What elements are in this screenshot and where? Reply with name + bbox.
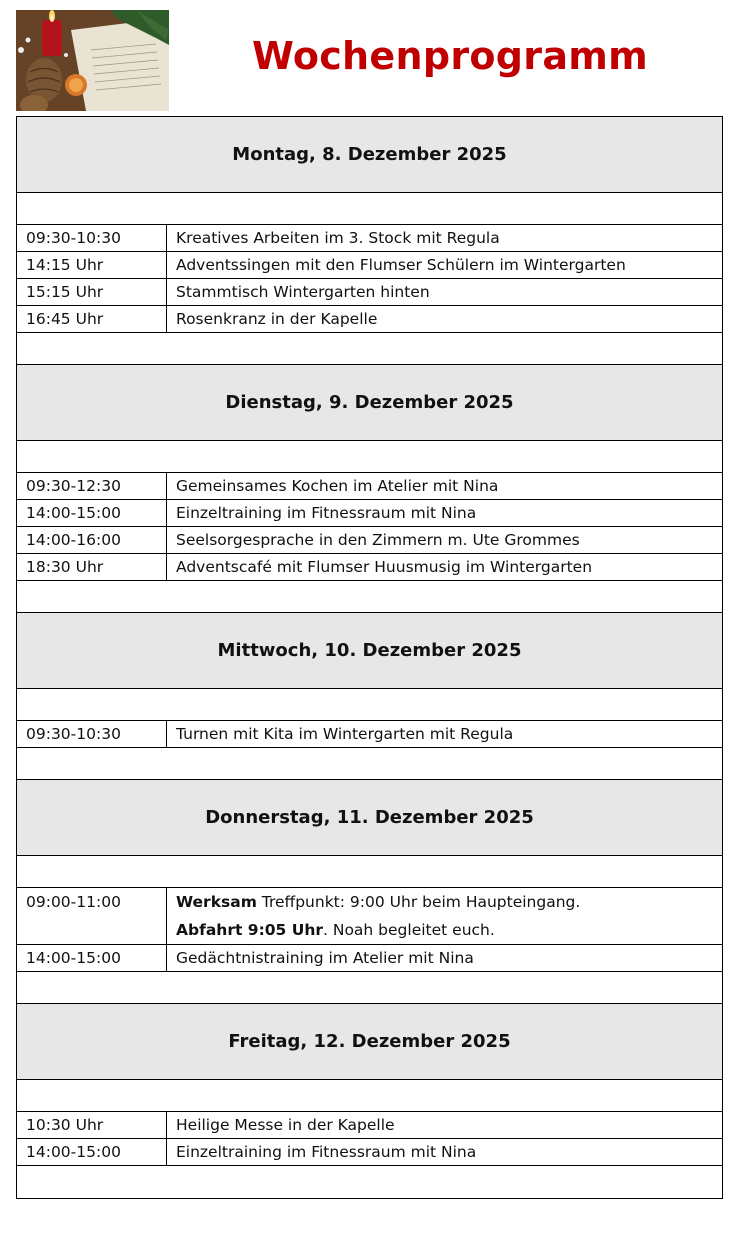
empty-row	[17, 1080, 722, 1112]
event-description: Stammtisch Wintergarten hinten	[176, 283, 430, 301]
event-time: 14:15 Uhr	[17, 252, 167, 278]
day-heading: Dienstag, 9. Dezember 2025	[17, 365, 722, 441]
event-description: Einzeltraining im Fitnessraum mit Nina	[176, 1143, 477, 1161]
table-row	[17, 500, 722, 527]
event-description: Turnen mit Kita im Wintergarten mit Regula	[176, 725, 514, 743]
empty-row	[17, 1166, 722, 1198]
day-heading: Mittwoch, 10. Dezember 2025	[17, 613, 722, 689]
empty-row	[17, 441, 722, 473]
abfahrt-line	[176, 916, 714, 944]
event-description: Rosenkranz in der Kapelle	[176, 310, 378, 328]
abfahrt-label: Abfahrt 9:05 Uhr	[176, 921, 323, 939]
day-heading: Montag, 8. Dezember 2025	[17, 117, 722, 193]
event-time: 14:00-16:00	[17, 527, 167, 553]
event-time: 09:30-10:30	[17, 721, 167, 747]
table-row	[17, 473, 722, 500]
event-time: 10:30 Uhr	[17, 1112, 167, 1138]
table-row	[17, 721, 722, 748]
event-description: Gedächtnistraining im Atelier mit Nina	[176, 949, 474, 967]
weekly-schedule-table	[16, 116, 723, 1199]
werksam-text: Treffpunkt: 9:00 Uhr beim Haupteingang.	[256, 893, 581, 911]
event-description: Kreatives Arbeiten im 3. Stock mit Regula	[176, 229, 500, 247]
table-row	[17, 252, 722, 279]
event-time: 15:15 Uhr	[17, 279, 167, 305]
event-time: 14:00-15:00	[17, 945, 167, 971]
event-time: 14:00-15:00	[17, 1139, 167, 1165]
empty-row	[17, 689, 722, 721]
event-description: Seelsorgesprache in den Zimmern m. Ute Grommes	[176, 531, 580, 549]
table-row	[17, 1139, 722, 1166]
table-row	[17, 945, 722, 972]
event-time: 09:30-10:30	[17, 225, 167, 251]
event-description: Heilige Messe in der Kapelle	[176, 1116, 395, 1134]
empty-row	[17, 856, 722, 888]
event-time: 09:30-12:30	[17, 473, 167, 499]
empty-row	[17, 972, 722, 1004]
event-description: Adventssingen mit den Flumser Schülern im Wintergarten	[176, 256, 626, 274]
table-row	[17, 279, 722, 306]
event-description: Einzeltraining im Fitnessraum mit Nina	[176, 504, 477, 522]
christmas-candle-photo	[16, 10, 169, 111]
empty-row	[17, 748, 722, 780]
empty-row	[17, 193, 722, 225]
event-time: 16:45 Uhr	[17, 306, 167, 332]
table-row	[17, 554, 722, 581]
event-description: Adventscafé mit Flumser Huusmusig im Wintergarten	[176, 558, 593, 576]
page-title: Wochenprogramm	[251, 34, 649, 78]
event-description	[167, 888, 722, 944]
event-time: 14:00-15:00	[17, 500, 167, 526]
page-header	[0, 0, 743, 115]
abfahrt-text: . Noah begleitet euch.	[323, 921, 495, 939]
event-description: Gemeinsames Kochen im Atelier mit Nina	[176, 477, 499, 495]
empty-row	[17, 581, 722, 613]
event-time: 18:30 Uhr	[17, 554, 167, 580]
day-heading: Donnerstag, 11. Dezember 2025	[17, 780, 722, 856]
werksam-line	[176, 888, 714, 916]
table-row	[17, 527, 722, 554]
empty-row	[17, 333, 722, 365]
event-time: 09:00-11:00	[17, 888, 167, 944]
table-row	[17, 306, 722, 333]
day-heading: Freitag, 12. Dezember 2025	[17, 1004, 722, 1080]
table-row	[17, 225, 722, 252]
table-row	[17, 1112, 722, 1139]
table-row	[17, 888, 722, 945]
werksam-label: Werksam	[176, 893, 257, 911]
